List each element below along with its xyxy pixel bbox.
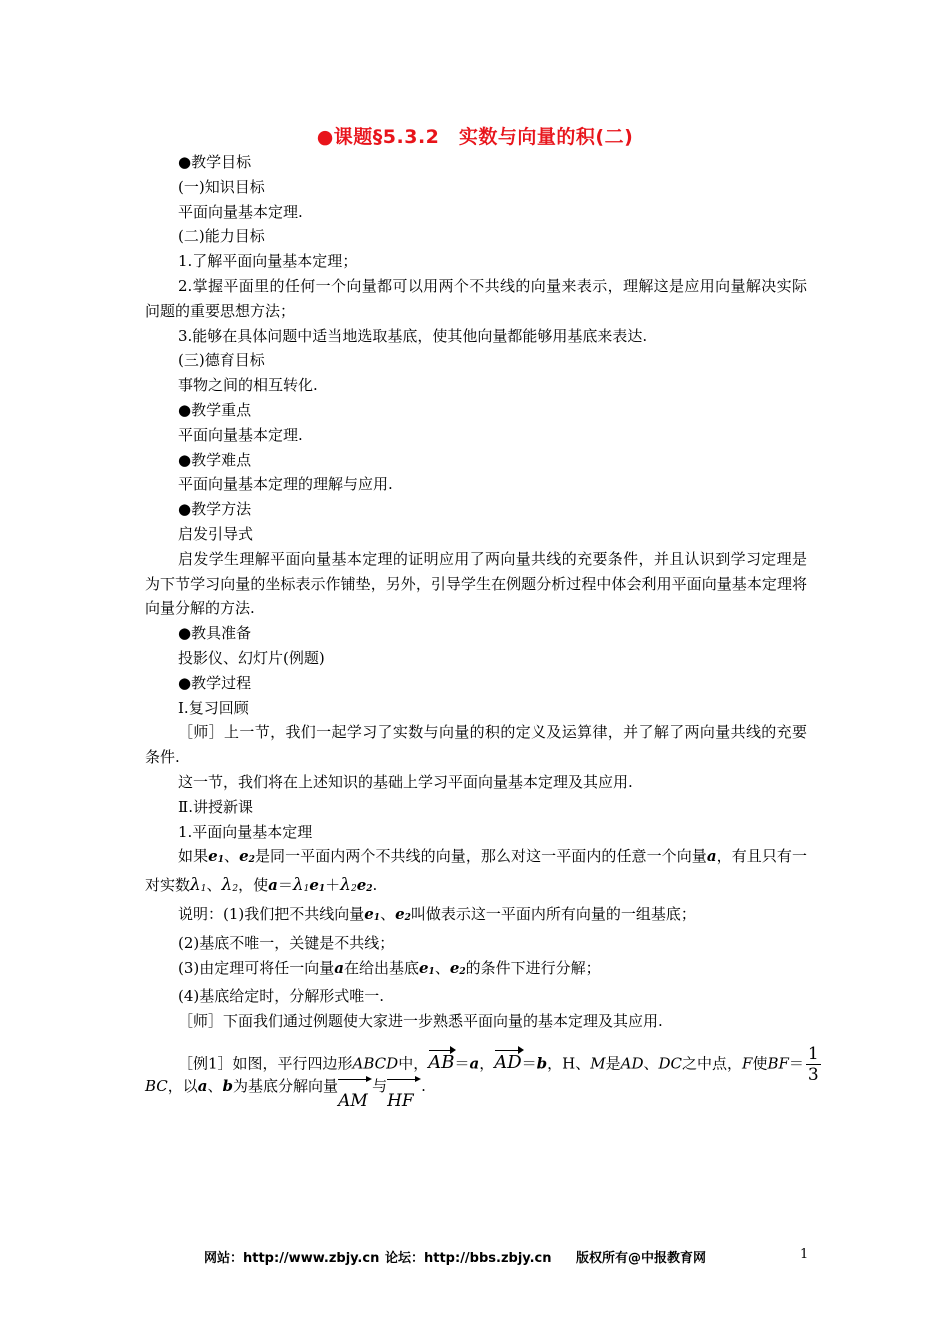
section-heading: ●教学重点 <box>178 400 252 419</box>
text-line: 1.平面向量基本定理 <box>178 822 313 841</box>
text-line: 平面向量基本定理的理解与应用. <box>178 475 393 494</box>
page-footer <box>0 1247 950 1267</box>
vector-e2: e2 <box>239 847 255 866</box>
section-heading: ●教学方法 <box>178 500 252 519</box>
text-line: 平面向量基本定理. <box>178 425 303 444</box>
text-paragraph: 2.掌握平面里的任何一个向量都可以用两个不共线的向量来表示，理解这是应用向量解决实际问题的重要思想方法； <box>145 276 807 320</box>
lambda-2: λ2 <box>221 875 239 896</box>
note-2: (2)基底不唯一，关键是不共线； <box>178 933 395 952</box>
section-heading: ●教学目标 <box>178 153 252 171</box>
note-5: ［师］下面我们通过例题使大家进一步熟悉平面向量的基本定理及其应用. <box>178 1012 663 1031</box>
vector-hf: HF <box>387 1075 421 1091</box>
vector-a: a <box>706 847 717 866</box>
example-1 <box>145 1034 819 1111</box>
text-line: Ⅰ.复习回顾 <box>178 698 249 717</box>
footer-forum: 论坛：http://bbs.zbjy.cn <box>385 1251 552 1266</box>
note-3: (3)由定理可将任一向量a在给出基底e1、e2的条件下进行分解； <box>178 958 601 977</box>
page-number: 1 <box>800 1247 809 1262</box>
section-heading: ●教学过程 <box>178 673 252 692</box>
text-paragraph: 启发学生理解平面向量基本定理的证明应用了两向量共线的充要条件，并且认识到学习定理是为下节学习向量的坐标表示作铺垫，另外，引导学生在例题分析过程中体会利用平面向量基本定理将向量分解的方法. <box>145 549 807 618</box>
text-line: 投影仪、幻灯片(例题) <box>178 648 325 667</box>
example-1-line-2: BC，以a、b为基底分解向量 AM 与 HF . <box>145 1076 426 1111</box>
footer-website: 网站：http://www.zbjy.cn <box>204 1251 380 1266</box>
lambda-1: λ1 <box>190 875 207 896</box>
vector-ab: AB <box>428 1049 454 1073</box>
subheading: (三)德育目标 <box>178 351 265 370</box>
section-heading: ●教学难点 <box>178 450 252 469</box>
text-line: 这一节，我们将在上述知识的基础上学习平面向量基本定理及其应用. <box>178 772 633 791</box>
text-line: 3.能够在具体问题中适当地选取基底，使其他向量都能够用基底来表达. <box>178 326 648 345</box>
subheading: (一)知识目标 <box>178 177 265 196</box>
vector-e1: e1 <box>208 847 224 866</box>
subheading: (二)能力目标 <box>178 227 265 246</box>
vector-am: AM <box>338 1075 372 1091</box>
theorem-statement: 如果e1、e2是同一平面内两个不共线的向量，那么对这一平面内的任意一个向量a，有且只有一对实数λ1、λ2，使a＝λ1e1＋λ2e2. <box>145 847 807 896</box>
fraction-one-third: $\frac{1}{3}$ <box>807 1043 819 1085</box>
text-line: 启发引导式 <box>178 524 254 543</box>
text-line: 事物之间的相互转化. <box>178 376 318 395</box>
vector-ad: AD <box>494 1049 521 1073</box>
text-line: 1.了解平面向量基本定理； <box>178 252 358 271</box>
example-1-line-1: ［例1］如图，平行四边形ABCD中，AB＝a，AD＝b，H、M是AD、DC之中点，F使BF＝ $\frac{1}{3}$ <box>178 1043 819 1085</box>
footer-copyright: 版权所有@中报教育网 <box>576 1251 707 1266</box>
note-4: (4)基底给定时，分解形式唯一. <box>178 987 385 1006</box>
note-1: 说明：(1)我们把不共线向量e1、e2叫做表示这一平面内所有向量的一组基底； <box>178 904 696 923</box>
lesson-title: ●课题§5.3.2 实数与向量的积(二) <box>316 126 634 148</box>
text-line: 平面向量基本定理. <box>178 202 303 221</box>
document-body <box>145 150 819 1111</box>
text-line: Ⅱ.讲授新课 <box>178 797 253 816</box>
section-heading: ●教具准备 <box>178 624 252 643</box>
text-paragraph: ［师］上一节，我们一起学习了实数与向量的积的定义及运算律，并了解了两向量共线的充要条件. <box>145 723 807 767</box>
